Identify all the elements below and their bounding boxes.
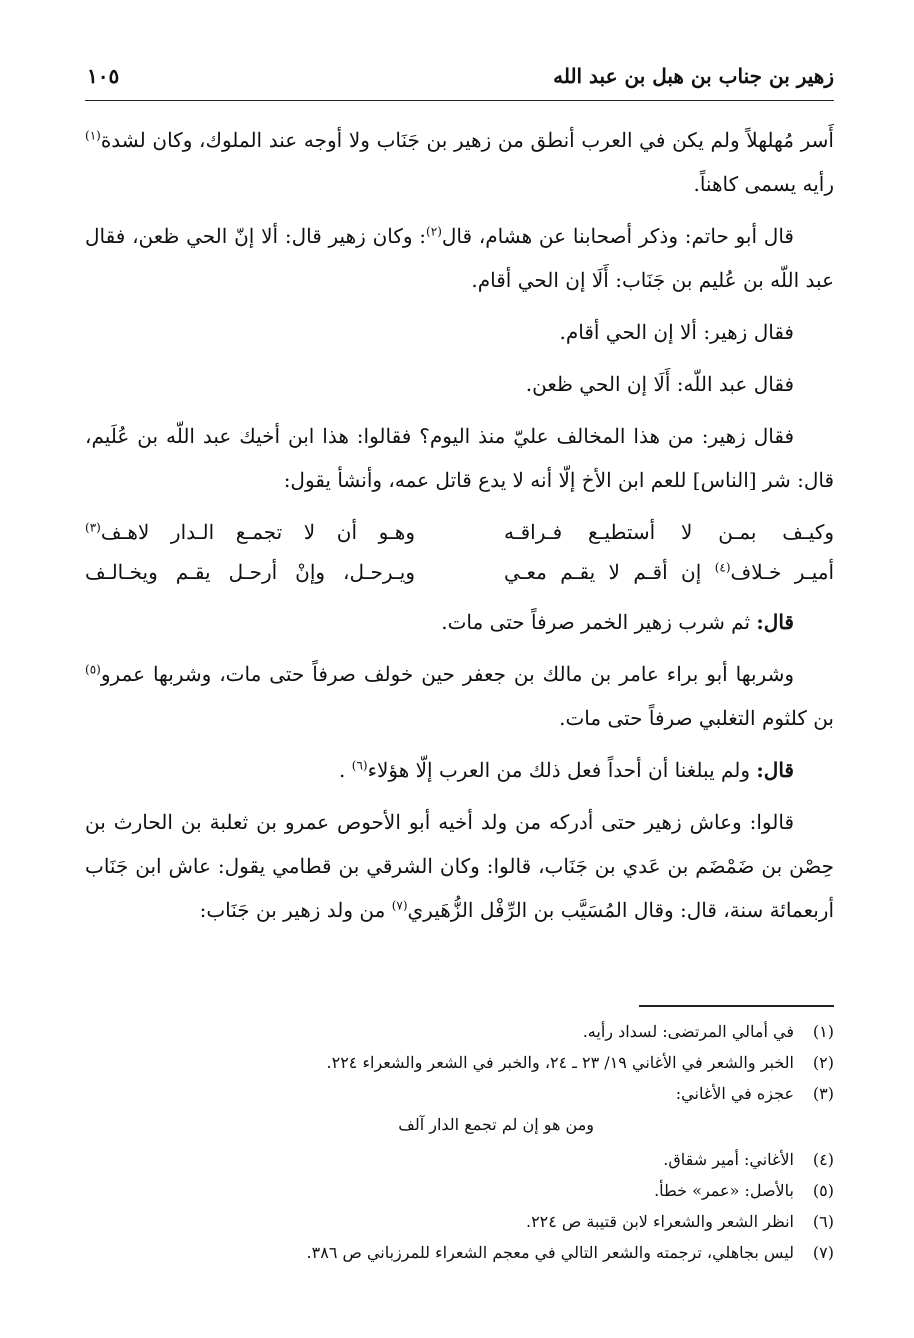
footnotes	[85, 1018, 834, 1270]
footnote-verse: ومن هو إن لم تجمع الدار آلف	[398, 1115, 594, 1134]
footnote-ref-5: (٥)	[85, 662, 101, 677]
hemistich-first: وكيـف بمـن لا أستطيـع فـراقـه	[504, 520, 834, 544]
footnote-ref-4: (٤)	[714, 560, 731, 575]
footnote-7: (٧) ليس بجاهلي، ترجمته والشعر التالي في معجم الشعراء للمرزباني ص ٣٨٦.	[306, 1243, 834, 1262]
verse-line-2	[85, 550, 834, 590]
paragraph-3: فقال زهير: ألا إن الحي أقام.	[559, 320, 794, 344]
paragraph-9: قالوا: وعاش زهير حتى أدركه من ولد أخيه أبو الأحوص عمرو بن ثعلبة بن الحارث بن حِصْن بن ضَمْضَم بن عَدي بن جَنَاب، قالوا: وكان الشرقي بن قطامي يقول: عاش ابن جَنَاب أربعمائة سنة، قال: وقال المُسَيَّب بن الرِّفْل الزُّهَيري$^{(٧)}$ من ولد زهير بن جَنَاب:	[85, 810, 834, 922]
paragraph-4: فقال عبد اللّه: أَلَا إن الحي ظعن.	[525, 372, 794, 396]
paragraph-7: وشربها أبو براء عامر بن مالك بن جعفر حين خولف صرفاً حتى مات، وشربها عمرو$^{(٥)}$ بن كلثوم التغلبي صرفاً حتى مات.	[85, 662, 834, 730]
footnote-ref-3: (٣)	[85, 520, 101, 535]
page-number: ١٠٥	[87, 64, 120, 88]
footnote-ref-2: (٢)	[426, 224, 442, 239]
paragraph-2: قال أبو حاتم: وذكر أصحابنا عن هشام، قال$^{(٢)}$: وكان زهير قال: ألا إنّ الحي ظعن، فقال عبد اللّه بن عُليم بن جَنَاب: أَلَا إن الحي أقام.	[85, 224, 834, 292]
footnote-6: (٦) انظر الشعر والشعراء لابن قتيبة ص ٢٢٤.	[525, 1212, 834, 1231]
poem-verse	[85, 510, 834, 594]
footnote-divider	[639, 1005, 834, 1007]
main-text	[85, 118, 834, 940]
footnote-ref-7: (٧)	[391, 898, 408, 913]
verse-line-1	[85, 510, 834, 550]
footnote-5: (٥) بالأصل: «عمر» خطأ.	[654, 1181, 834, 1200]
paragraph-6: قال: ثم شرب زهير الخمر صرفاً حتى مات.	[441, 610, 794, 634]
footnote-1: (١) في أمالي المرتضى: لسداد رأيه.	[582, 1022, 834, 1041]
paragraph-8: قال: ولم يبلغنا أن أحداً فعل ذلك من العرب إلّا هؤلاء$^{(٦)}$ .	[339, 758, 794, 782]
footnote-4: (٤) الأغاني: أمير شقاق.	[663, 1150, 834, 1169]
page-header	[85, 60, 834, 101]
paragraph-5: فقال زهير: من هذا المخالف عليّ منذ اليوم؟ فقالوا: هذا ابن أخيك عبد اللّه بن عُلَيم، قال: شر [الناس] للعم ابن الأخ إلّا أنه لا يدع قاتل عمه، وأنشأ يقول:	[85, 424, 834, 492]
footnote-2: (٢) الخبر والشعر في الأغاني ١٩/ ٢٣ ـ ٢٤، والخبر في الشعر والشعراء ٢٢٤.	[326, 1053, 834, 1072]
footnote-3: (٣) عجزه في الأغاني:	[675, 1084, 834, 1103]
paragraph-1: أَسر مُهلهلاً ولم يكن في العرب أنطق من زهير بن جَنَاب ولا أوجه عند الملوك، وكان لشدة$^{(١)}$ رأيه يسمى كاهناً.	[85, 128, 834, 196]
footnote-ref-6: (٦)	[351, 758, 368, 773]
hemistich-first: أميـر خـلاف$^{(٤)}$ إن أقـم لا يقـم معـي	[504, 560, 835, 584]
footnote-ref-1: (١)	[85, 128, 101, 143]
hemistich-second: وهـو أن لا تجمـع الـدار لاهـف$^{(٣)}$	[85, 520, 415, 544]
hemistich-second: ويـرحـل، وإنْ أرحـل يقـم ويخـالـف	[85, 560, 415, 584]
running-title: زهير بن جناب بن هبل بن عبد الله	[553, 64, 834, 88]
